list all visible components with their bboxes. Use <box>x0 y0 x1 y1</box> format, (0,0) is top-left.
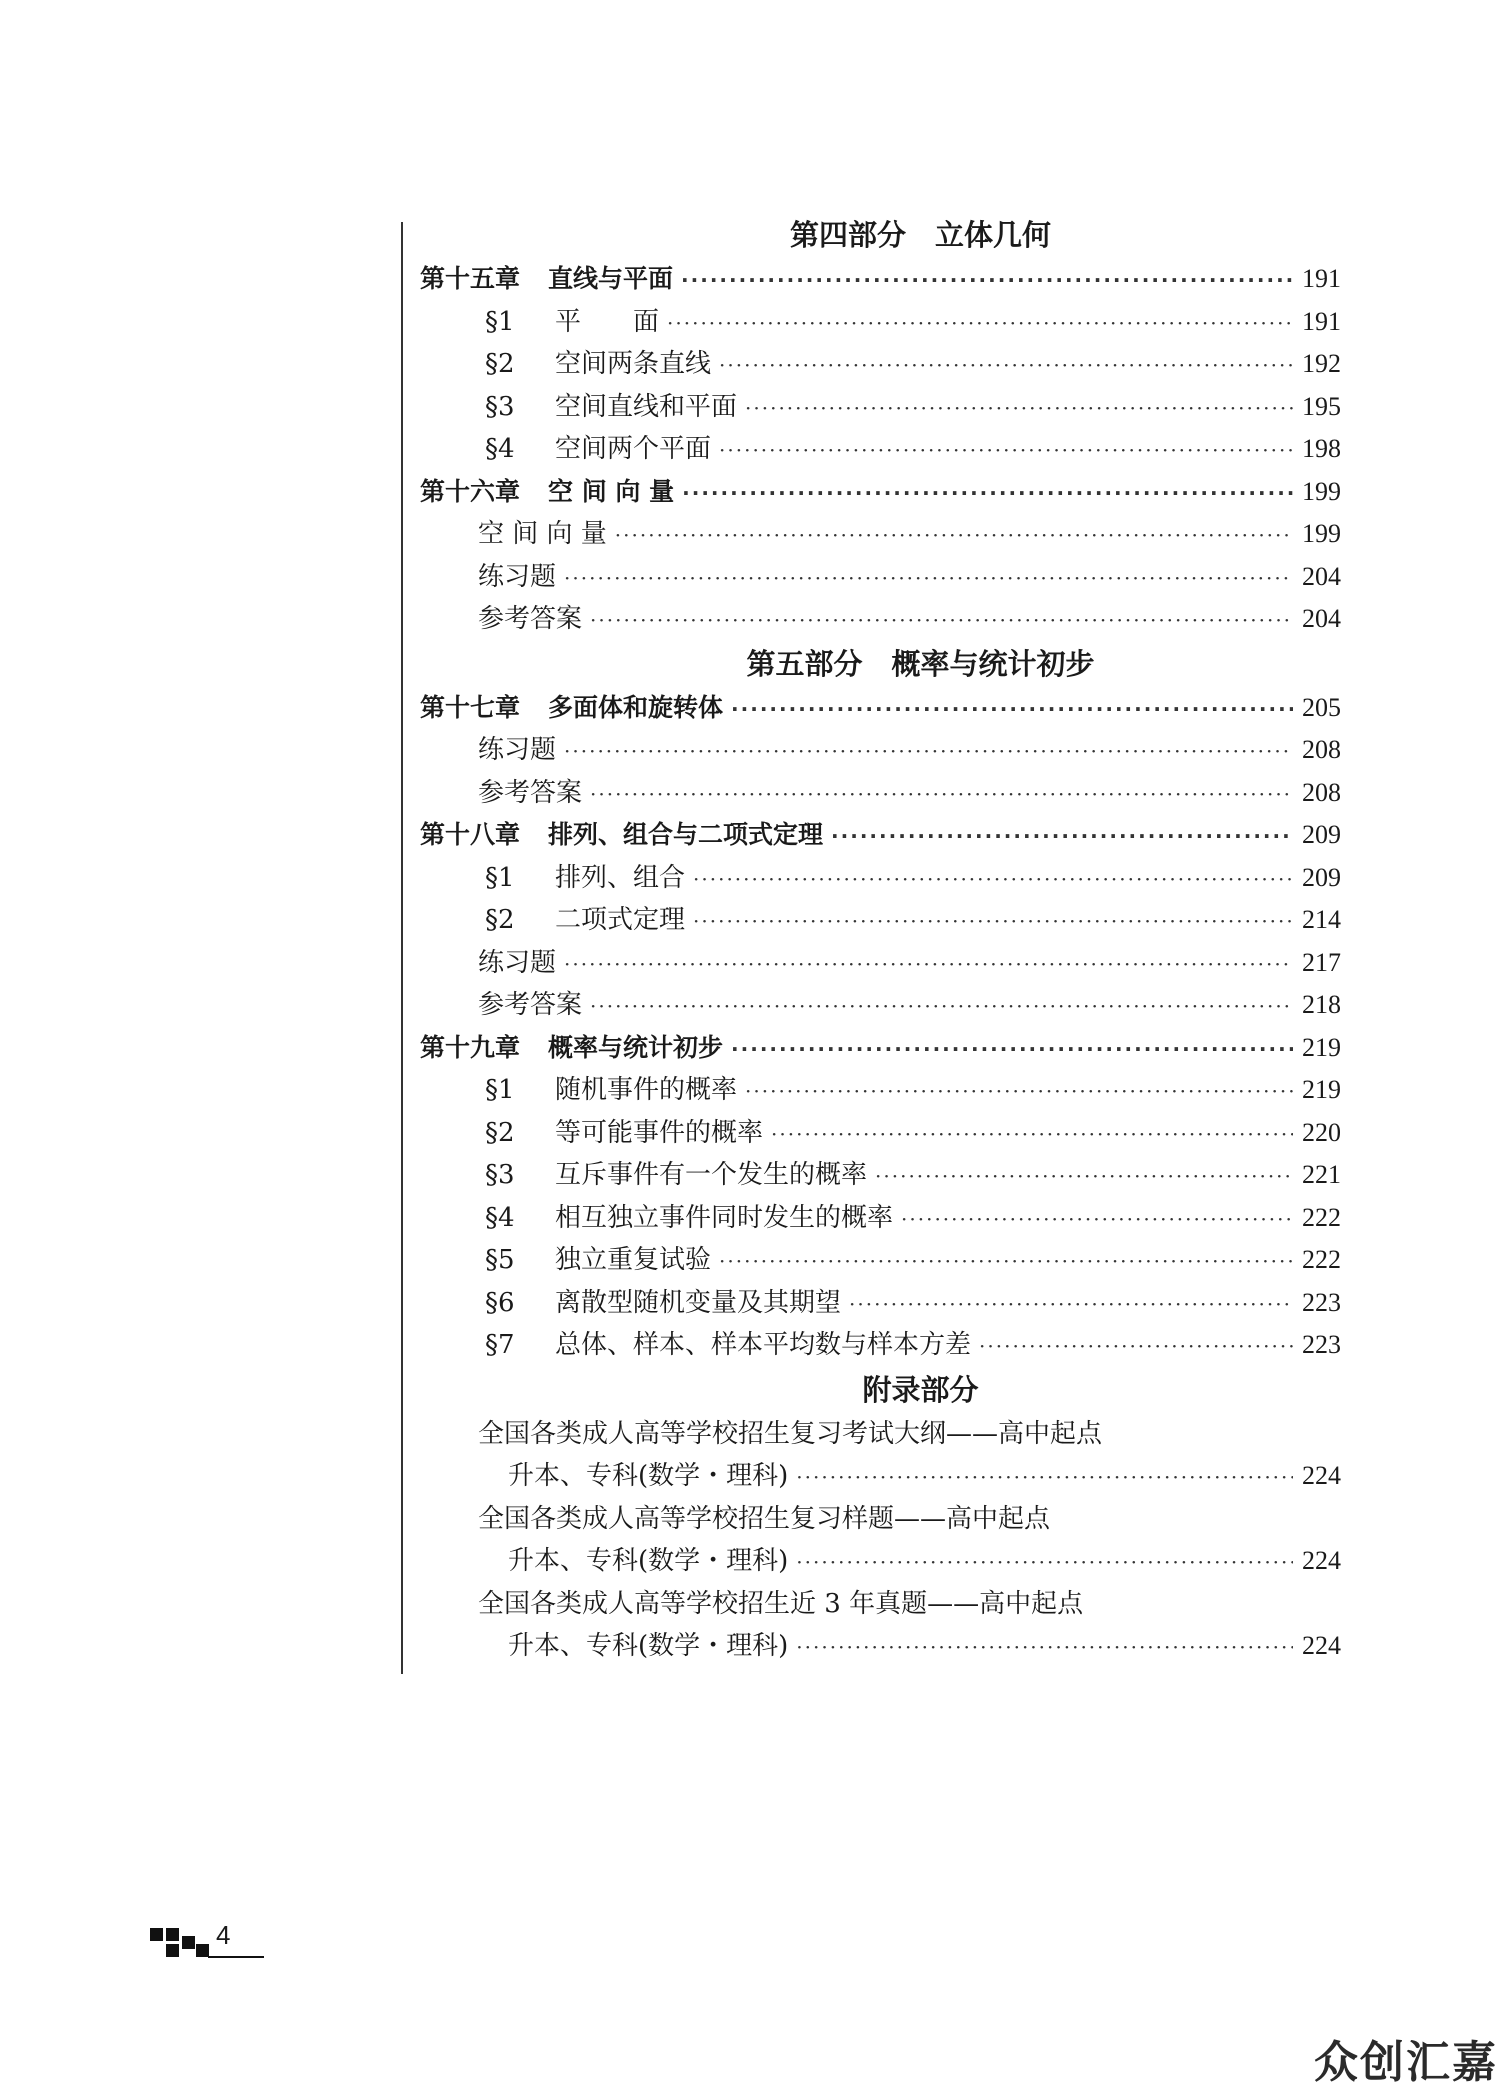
item-title: 练习题 <box>478 735 557 765</box>
footer-block-icon <box>182 1936 195 1949</box>
toc-section[interactable] <box>420 1282 1341 1325</box>
section-title: 排列、组合 <box>555 862 686 893</box>
toc-section[interactable] <box>420 1069 1341 1112</box>
section-title: 独立重复试验 <box>555 1245 712 1275</box>
page-number: 224 <box>1302 1631 1341 1660</box>
page-number: 224 <box>1302 1546 1341 1575</box>
leader-dots <box>745 387 1293 430</box>
toc-item[interactable] <box>420 984 1341 1027</box>
section-number: §4 <box>485 434 515 464</box>
footer-page-number: 4 <box>216 1920 231 1950</box>
margin-rule <box>401 222 403 1674</box>
toc-item[interactable] <box>420 772 1341 815</box>
item-title: 空 间 向 量 <box>478 519 607 549</box>
toc-item[interactable] <box>420 598 1341 641</box>
section-title: 等可能事件的概率 <box>555 1117 764 1148</box>
leader-dots <box>719 344 1293 387</box>
page-number: 192 <box>1302 349 1341 378</box>
appendix-title: 全国各类成人高等学校招生近 3 年真题——高中起点 <box>478 1588 1084 1619</box>
item-title: 练习题 <box>478 561 557 592</box>
toc-item[interactable] <box>420 513 1341 556</box>
section-number: §3 <box>485 391 515 422</box>
appendix-entry-line2[interactable] <box>420 1625 1341 1668</box>
leader-dots <box>682 472 1293 515</box>
footer-rule <box>208 1956 264 1958</box>
page-number: 223 <box>1302 1330 1341 1359</box>
appendix-subtitle: 升本、专科(数学・理科) <box>508 1631 789 1661</box>
watermark: 众创汇嘉 <box>1314 2037 1498 2088</box>
chapter-number: 第十九章 <box>420 1032 521 1062</box>
page-number: 224 <box>1302 1461 1341 1490</box>
appendix-entry-line1[interactable] <box>420 1413 1341 1456</box>
leader-dots <box>731 1028 1293 1071</box>
leader-dots <box>590 599 1293 642</box>
item-title: 参考答案 <box>478 777 583 808</box>
section-title: 互斥事件有一个发生的概率 <box>555 1160 868 1190</box>
section-title: 二项式定理 <box>555 905 686 935</box>
page-number: 217 <box>1302 947 1341 977</box>
chapter-title: 概率与统计初步 <box>548 1032 724 1062</box>
part-title: 第五部分 概率与统计初步 <box>746 646 1095 681</box>
toc-chapter[interactable] <box>420 687 1341 730</box>
leader-dots <box>681 259 1293 302</box>
leader-dots <box>615 514 1293 557</box>
toc-section[interactable] <box>420 386 1341 429</box>
appendix-entry-line1[interactable] <box>420 1583 1341 1626</box>
leader-dots <box>719 1240 1293 1283</box>
part-title: 附录部分 <box>862 1372 979 1407</box>
toc-chapter[interactable] <box>420 471 1341 514</box>
section-title: 总体、样本、样本平均数与样本方差 <box>555 1330 972 1360</box>
leader-dots <box>979 1325 1293 1368</box>
appendix-entry-line2[interactable] <box>420 1455 1341 1498</box>
page-number: 222 <box>1302 1202 1341 1232</box>
leader-dots <box>745 1070 1293 1113</box>
toc-item[interactable] <box>420 556 1341 599</box>
leader-dots <box>564 730 1293 773</box>
leader-dots <box>590 773 1293 816</box>
toc-section[interactable] <box>420 1154 1341 1197</box>
toc-item[interactable] <box>420 942 1341 985</box>
appendix-entry-line2[interactable] <box>420 1540 1341 1583</box>
leader-dots <box>693 900 1293 943</box>
toc-chapter[interactable] <box>420 1027 1341 1070</box>
toc-section[interactable] <box>420 343 1341 386</box>
part-title: 第四部分 立体几何 <box>789 218 1051 252</box>
page-number: 209 <box>1302 862 1341 892</box>
footer-block-icon <box>150 1928 163 1941</box>
leader-dots <box>719 429 1293 472</box>
leader-dots <box>849 1283 1293 1326</box>
page-footer <box>150 1920 258 1960</box>
chapter-title: 空 间 向 量 <box>548 476 675 506</box>
section-title: 离散型随机变量及其期望 <box>555 1287 842 1318</box>
page-number: 204 <box>1302 561 1341 591</box>
section-number: §7 <box>485 1330 515 1360</box>
page-number: 214 <box>1302 905 1341 934</box>
chapter-title: 直线与平面 <box>548 264 674 293</box>
chapter-number: 第十七章 <box>420 692 521 722</box>
footer-block-icon <box>166 1944 179 1957</box>
appendix-subtitle: 升本、专科(数学・理科) <box>508 1461 789 1491</box>
appendix-entry-line1[interactable] <box>420 1498 1341 1541</box>
leader-dots <box>693 858 1293 901</box>
page-number: 191 <box>1302 306 1341 336</box>
page-number: 220 <box>1302 1117 1341 1147</box>
page-number: 209 <box>1302 820 1341 849</box>
leader-dots <box>771 1113 1293 1156</box>
appendix-title: 全国各类成人高等学校招生复习考试大纲——高中起点 <box>478 1418 1103 1449</box>
toc-section[interactable] <box>420 857 1341 900</box>
leader-dots <box>590 985 1293 1028</box>
toc-chapter[interactable] <box>420 814 1341 857</box>
chapter-title: 多面体和旋转体 <box>548 692 724 722</box>
toc-section[interactable] <box>420 1112 1341 1155</box>
section-title: 空间两个平面 <box>555 434 712 464</box>
page-number: 208 <box>1302 735 1341 764</box>
leader-dots <box>796 1541 1293 1584</box>
toc-chapter[interactable] <box>420 258 1341 301</box>
section-title: 平 面 <box>555 306 660 337</box>
page-number: 208 <box>1302 777 1341 807</box>
chapter-title: 排列、组合与二项式定理 <box>548 820 824 849</box>
item-title: 参考答案 <box>478 604 583 634</box>
toc-section[interactable] <box>420 1197 1341 1240</box>
section-number: §1 <box>485 862 515 893</box>
toc-section[interactable] <box>420 899 1341 942</box>
page-number: 222 <box>1302 1245 1341 1274</box>
leader-dots <box>564 557 1293 600</box>
leader-dots <box>831 815 1293 858</box>
appendix-title: 全国各类成人高等学校招生复习样题——高中起点 <box>478 1503 1051 1534</box>
table-of-contents <box>420 212 1341 1668</box>
chapter-number: 第十八章 <box>420 820 521 849</box>
section-title: 相互独立事件同时发生的概率 <box>555 1202 894 1233</box>
chapter-number: 第十六章 <box>420 476 521 506</box>
section-number: §4 <box>485 1202 515 1233</box>
leader-dots <box>875 1155 1293 1198</box>
leader-dots <box>796 1456 1293 1499</box>
page-number: 219 <box>1302 1075 1341 1104</box>
chapter-number: 第十五章 <box>420 264 521 293</box>
item-title: 练习题 <box>478 947 557 978</box>
appendix-subtitle: 升本、专科(数学・理科) <box>508 1546 789 1576</box>
section-number: §2 <box>485 905 515 935</box>
item-title: 参考答案 <box>478 990 583 1020</box>
page-number: 198 <box>1302 434 1341 463</box>
toc-section[interactable] <box>420 1324 1341 1367</box>
toc-section[interactable] <box>420 1239 1341 1282</box>
section-number: §2 <box>485 1117 515 1148</box>
toc-section[interactable] <box>420 428 1341 471</box>
leader-dots <box>796 1626 1293 1669</box>
page-number: 199 <box>1302 519 1341 548</box>
section-number: §6 <box>485 1287 515 1318</box>
footer-block-icon <box>166 1928 179 1941</box>
toc-item[interactable] <box>420 729 1341 772</box>
page-number: 218 <box>1302 990 1341 1019</box>
page-number: 204 <box>1302 604 1341 633</box>
page-number: 191 <box>1302 264 1341 293</box>
section-number: §5 <box>485 1245 515 1275</box>
section-title: 空间直线和平面 <box>555 391 738 422</box>
page-number: 195 <box>1302 391 1341 421</box>
page-number: 205 <box>1302 692 1341 722</box>
leader-dots <box>667 302 1293 345</box>
section-number: §1 <box>485 306 515 337</box>
page-number: 221 <box>1302 1160 1341 1189</box>
leader-dots <box>731 688 1293 731</box>
page-number: 219 <box>1302 1032 1341 1062</box>
page-number: 223 <box>1302 1287 1341 1317</box>
toc-section[interactable] <box>420 301 1341 344</box>
section-title: 随机事件的概率 <box>555 1075 738 1105</box>
leader-dots <box>564 943 1293 986</box>
page-number: 199 <box>1302 476 1341 506</box>
section-number: §1 <box>485 1075 515 1105</box>
section-number: §3 <box>485 1160 515 1190</box>
section-number: §2 <box>485 349 515 379</box>
leader-dots <box>901 1198 1293 1241</box>
section-title: 空间两条直线 <box>555 349 712 379</box>
